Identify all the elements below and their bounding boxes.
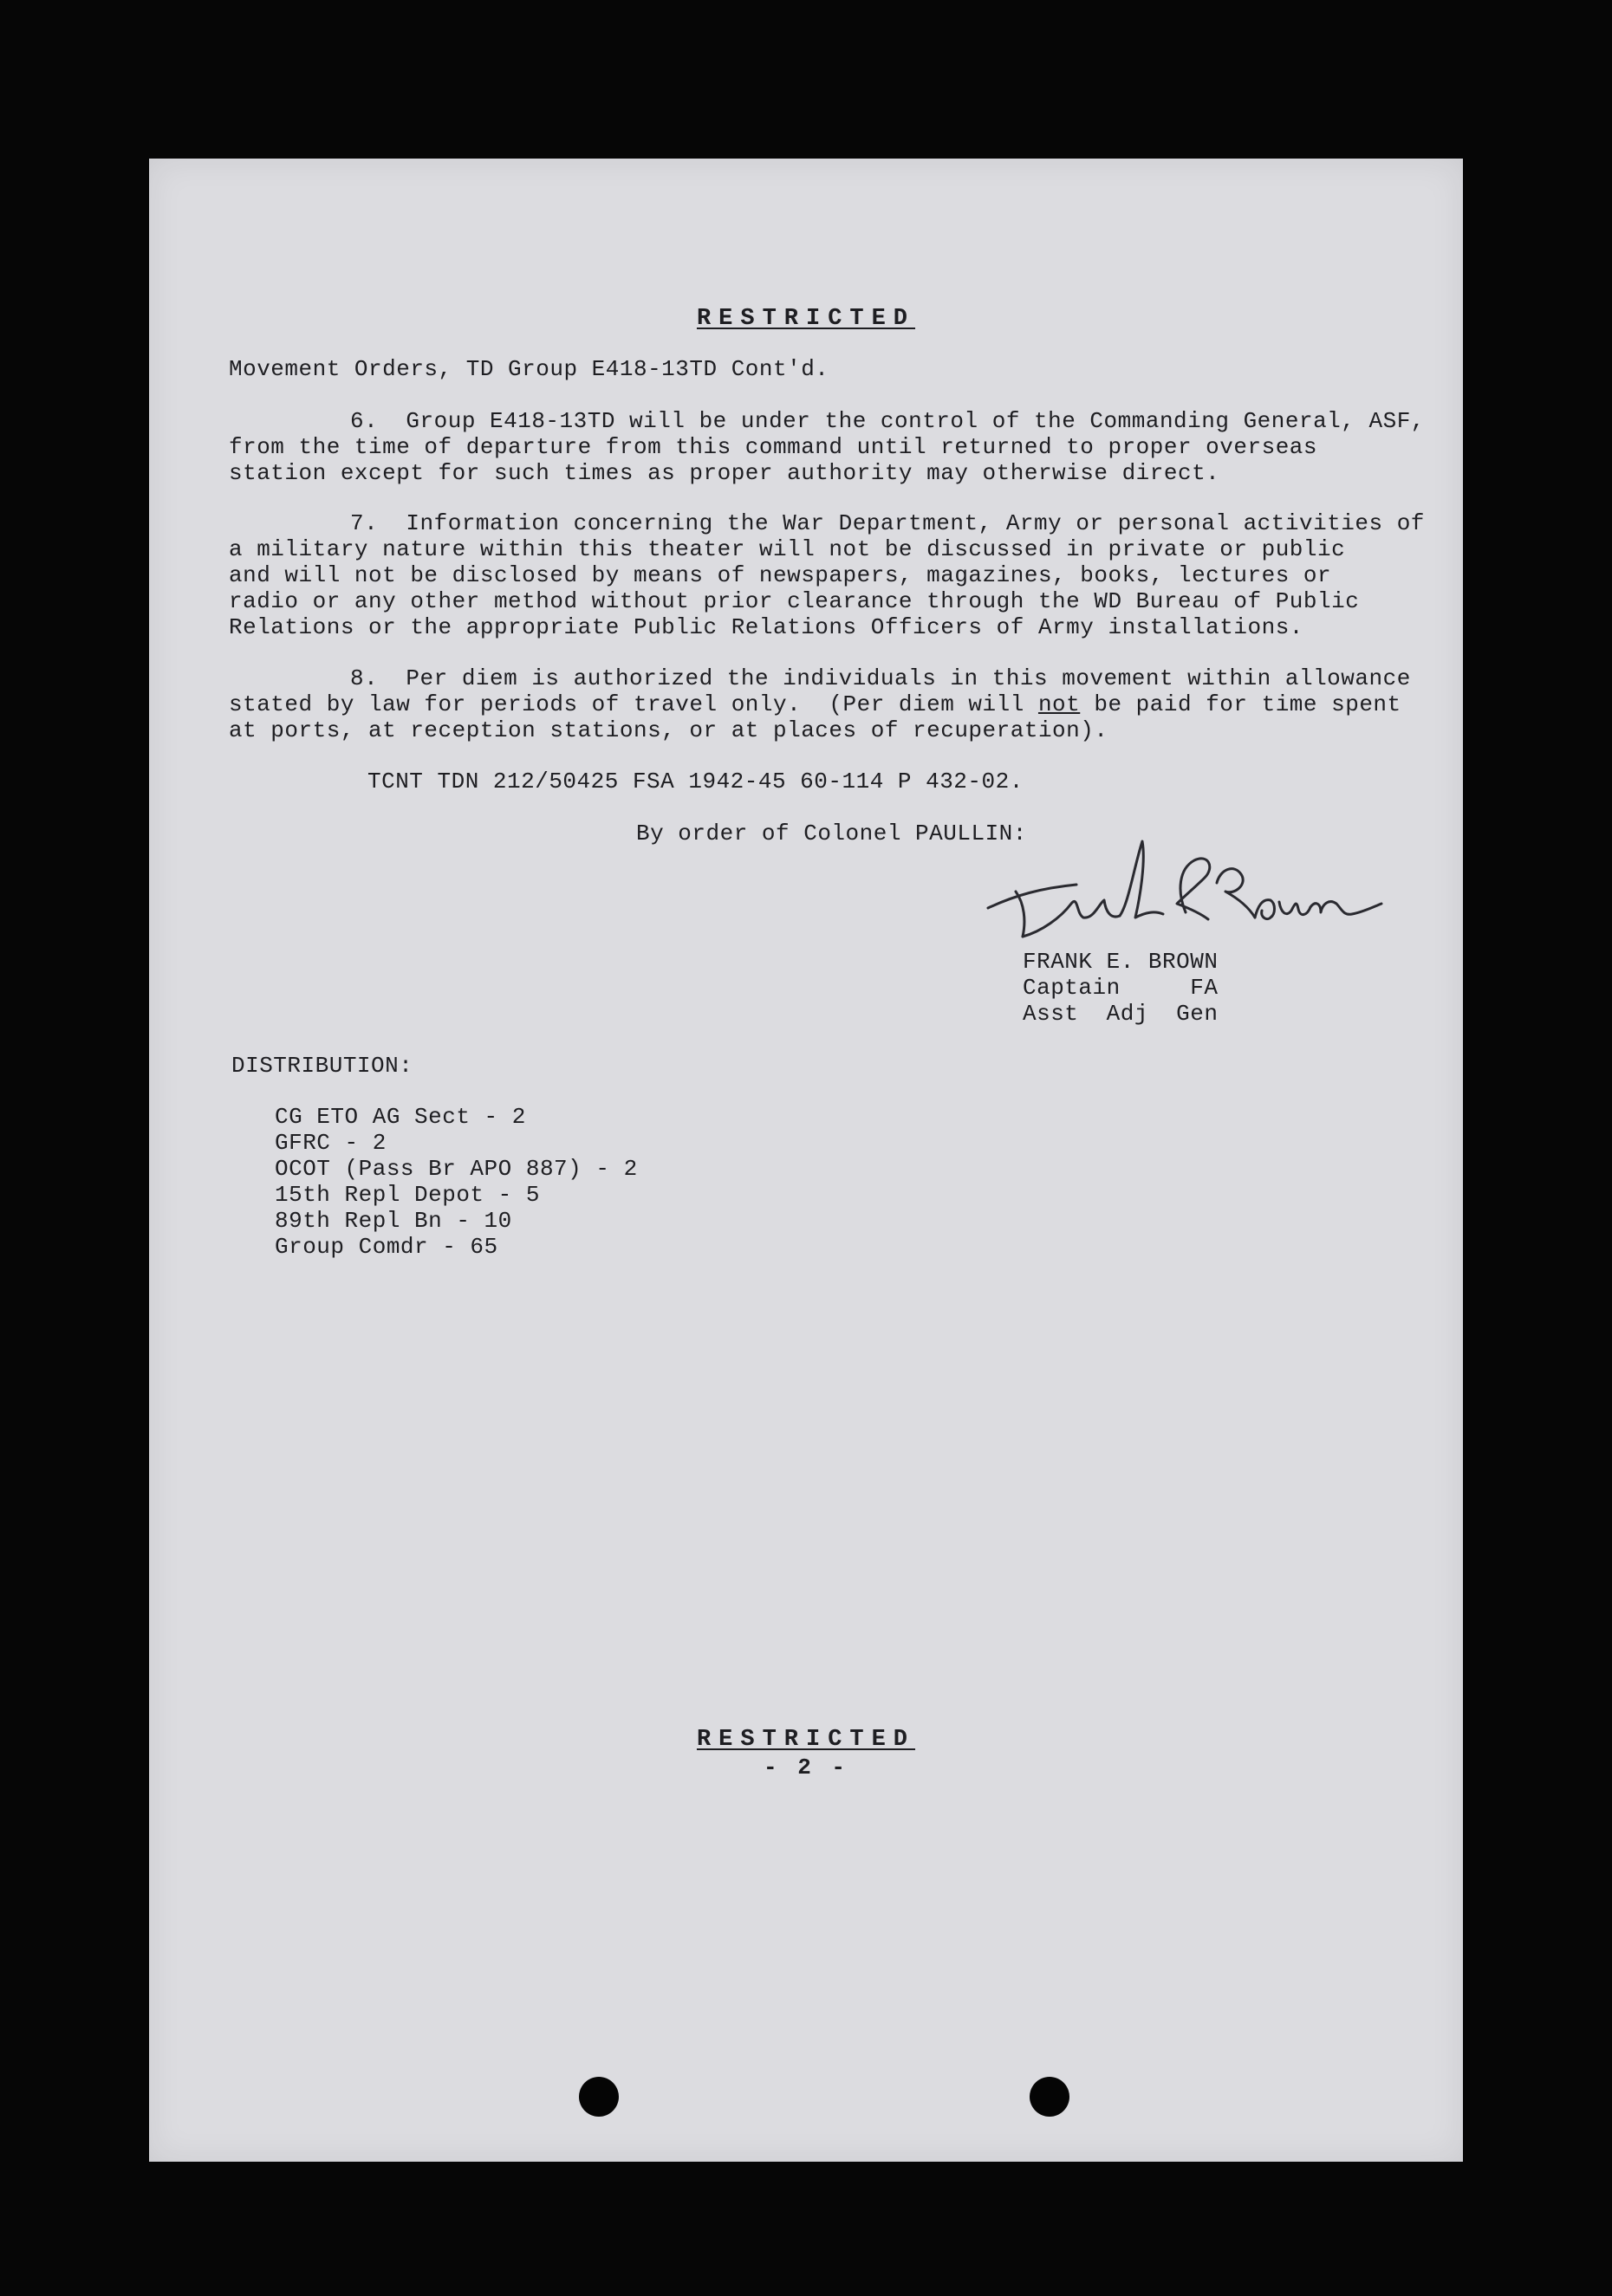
signer-rank: Captain FA — [1023, 975, 1219, 1001]
binder-hole — [579, 2077, 619, 2117]
paragraph-7-line-5: Relations or the appropriate Public Relations Officers of Army installations. — [229, 614, 1303, 640]
paragraph-8-line-2-start: stated by law for periods of travel only. (Per diem will — [229, 691, 1038, 717]
binder-hole — [1030, 2077, 1069, 2117]
distribution-item: Group Comdr - 65 — [275, 1234, 498, 1260]
distribution-item: CG ETO AG Sect - 2 — [275, 1104, 526, 1130]
by-order-line: By order of Colonel PAULLIN: — [636, 820, 1027, 846]
paragraph-7-line-4: radio or any other method without prior clearance through the WD Bureau of Public — [229, 588, 1360, 614]
paragraph-8-line-2-end: be paid for time spent — [1080, 691, 1401, 717]
paragraph-8-line-1: 8. Per diem is authorized the individuals in this movement within allowance — [350, 665, 1411, 691]
signer-name: FRANK E. BROWN — [1023, 949, 1219, 975]
paragraph-8-line-2 — [229, 691, 1401, 717]
fund-citation: TCNT TDN 212/50425 FSA 1942-45 60-114 P 432-02. — [367, 769, 1024, 795]
footer-classification: RESTRICTED — [696, 1727, 916, 1753]
document-page — [149, 159, 1463, 2162]
paragraph-8-line-3: at ports, at reception stations, or at places of recuperation). — [229, 717, 1108, 743]
handwritten-signature — [981, 834, 1388, 951]
paragraph-7-line-3: and will not be disclosed by means of newspapers, magazines, books, lectures or — [229, 562, 1332, 588]
header-classification: RESTRICTED — [696, 306, 916, 332]
paragraph-8-emphasis: not — [1037, 691, 1081, 717]
paragraph-6-line-3: station except for such times as proper authority may otherwise direct. — [229, 460, 1220, 486]
distribution-item: OCOT (Pass Br APO 887) - 2 — [275, 1156, 638, 1182]
distribution-item: GFRC - 2 — [275, 1130, 387, 1156]
paragraph-7-line-2: a military nature within this theater will not be discussed in private or public — [229, 536, 1346, 562]
subject-line: Movement Orders, TD Group E418-13TD Cont'd. — [229, 356, 829, 382]
paragraph-6-line-2: from the time of departure from this command until returned to proper overseas — [229, 434, 1317, 460]
distribution-item: 15th Repl Depot - 5 — [275, 1182, 540, 1208]
distribution-item: 89th Repl Bn - 10 — [275, 1208, 512, 1234]
paragraph-7-line-1: 7. Information concerning the War Department, Army or personal activities of — [350, 510, 1425, 536]
distribution-heading: DISTRIBUTION: — [231, 1053, 413, 1079]
paragraph-6-line-1: 6. Group E418-13TD will be under the control of the Commanding General, ASF, — [350, 408, 1425, 434]
signer-title: Asst Adj Gen — [1023, 1001, 1219, 1027]
page-number: - 2 - — [763, 1754, 848, 1780]
